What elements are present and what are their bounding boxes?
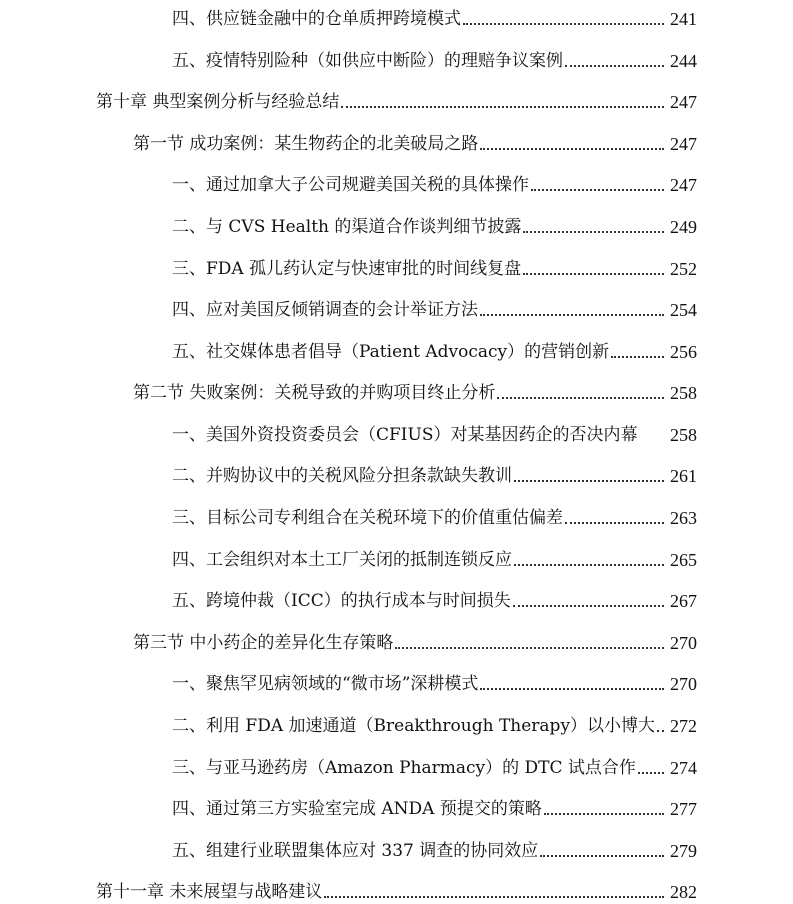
toc-entry-page: 258 — [670, 383, 697, 403]
toc-entry-page: 247 — [670, 134, 697, 154]
toc-entry-title: 五、社交媒体患者倡导（Patient Advocacy）的营销创新 — [172, 342, 610, 362]
toc-entry[interactable] — [0, 416, 793, 446]
toc-entry-title: 三、与亚马逊药房（Amazon Pharmacy）的 DTC 试点合作 — [172, 758, 636, 778]
toc-section-entry[interactable] — [0, 624, 793, 654]
dot-leader — [523, 231, 664, 233]
dot-leader — [480, 688, 664, 690]
toc-entry-title: 三、目标公司专利组合在关税环境下的价值重估偏差 — [172, 508, 563, 528]
toc-entry-page: 274 — [670, 758, 697, 778]
toc-entry-title: 四、供应链金融中的仓单质押跨境模式 — [172, 9, 461, 29]
dot-leader — [341, 106, 664, 108]
toc-entry[interactable] — [0, 707, 793, 737]
dot-leader — [324, 896, 664, 898]
dot-leader — [544, 813, 664, 815]
toc-entry-title: 一、美国外资投资委员会（CFIUS）对某基因药企的否决内幕 — [172, 425, 638, 445]
toc-chapter-entry[interactable] — [0, 873, 793, 903]
dot-leader — [638, 772, 664, 774]
toc-entry-page: 282 — [670, 882, 697, 902]
toc-entry-title: 三、FDA 孤儿药认定与快速审批的时间线复盘 — [172, 259, 522, 279]
toc-entry-page: 256 — [670, 342, 697, 362]
toc-entry-page: 277 — [670, 799, 697, 819]
toc-entry-page: 249 — [670, 217, 697, 237]
toc-entry[interactable] — [0, 749, 793, 779]
dot-leader — [480, 314, 664, 316]
toc-entry[interactable] — [0, 832, 793, 862]
toc-section-entry[interactable] — [0, 374, 793, 404]
toc-entry[interactable] — [0, 499, 793, 529]
toc-entry-title: 第一节 成功案例：某生物药企的北美破局之路 — [133, 134, 479, 154]
toc-entry-page: 244 — [670, 51, 697, 71]
toc-entry-title: 一、聚焦罕见病领域的“微市场”深耕模式 — [172, 674, 479, 694]
dot-leader — [513, 605, 664, 607]
toc-entry-page: 254 — [670, 300, 697, 320]
toc-entry-title: 四、工会组织对本土工厂关闭的抵制连锁反应 — [172, 550, 512, 570]
toc-entry[interactable] — [0, 42, 793, 72]
toc-entry-page: 272 — [670, 716, 697, 736]
dot-leader — [463, 23, 664, 25]
dot-leader — [540, 855, 664, 857]
toc-entry[interactable] — [0, 333, 793, 363]
toc-entry[interactable] — [0, 790, 793, 820]
toc-entry[interactable] — [0, 582, 793, 612]
dot-leader — [480, 148, 664, 150]
toc-entry-page: 261 — [670, 466, 697, 486]
toc-entry-page: 270 — [670, 674, 697, 694]
toc-entry-title: 一、通过加拿大子公司规避美国关税的具体操作 — [172, 175, 529, 195]
dot-leader — [523, 273, 664, 275]
toc-entry-title: 二、与 CVS Health 的渠道合作谈判细节披露 — [172, 217, 522, 237]
toc-entry-page: 267 — [670, 591, 697, 611]
toc-entry[interactable] — [0, 665, 793, 695]
toc-entry-title: 第十章 典型案例分析与经验总结 — [96, 92, 340, 112]
toc-entry[interactable] — [0, 541, 793, 571]
toc-entry-title: 四、通过第三方实验室完成 ANDA 预提交的策略 — [172, 799, 542, 819]
toc-entry-title: 五、疫情特别险种（如供应中断险）的理赔争议案例 — [172, 51, 563, 71]
dot-leader — [565, 522, 664, 524]
toc-entry-title: 第三节 中小药企的差异化生存策略 — [133, 633, 394, 653]
toc-chapter-entry[interactable] — [0, 83, 793, 113]
toc-entry-title: 第二节 失败案例：关税导致的并购项目终止分析 — [133, 383, 496, 403]
toc-entry-page: 258 — [670, 425, 697, 445]
toc-entry[interactable] — [0, 0, 793, 30]
toc-entry[interactable] — [0, 457, 793, 487]
toc-entry-page: 247 — [670, 175, 697, 195]
toc-entry[interactable] — [0, 208, 793, 238]
toc-entry-title: 四、应对美国反倾销调查的会计举证方法 — [172, 300, 478, 320]
toc-entry-title: 五、跨境仲裁（ICC）的执行成本与时间损失 — [172, 591, 511, 611]
toc-entry-page: 265 — [670, 550, 697, 570]
toc-entry-page: 263 — [670, 508, 697, 528]
toc-entry-page: 247 — [670, 92, 697, 112]
dot-leader — [565, 65, 664, 67]
toc-entry[interactable] — [0, 291, 793, 321]
toc-entry-page: 241 — [670, 9, 697, 29]
toc-entry-page: 252 — [670, 259, 697, 279]
dot-leader — [395, 647, 664, 649]
dot-leader — [514, 564, 664, 566]
dot-leader — [514, 480, 664, 482]
toc-entry-page: 270 — [670, 633, 697, 653]
toc-entry-title: 五、组建行业联盟集体应对 337 调查的协同效应 — [172, 841, 539, 861]
dot-leader — [657, 730, 664, 732]
toc-entry[interactable] — [0, 250, 793, 280]
toc-entry-title: 二、利用 FDA 加速通道（Breakthrough Therapy）以小博大 — [172, 716, 656, 736]
toc-entry-title: 二、并购协议中的关税风险分担条款缺失教训 — [172, 466, 512, 486]
toc-entry-title: 第十一章 未来展望与战略建议 — [96, 882, 323, 902]
dot-leader — [531, 189, 664, 191]
toc-entry[interactable] — [0, 166, 793, 196]
toc-section-entry[interactable] — [0, 125, 793, 155]
dot-leader — [611, 356, 664, 358]
toc-entry-page: 279 — [670, 841, 697, 861]
dot-leader — [497, 397, 664, 399]
